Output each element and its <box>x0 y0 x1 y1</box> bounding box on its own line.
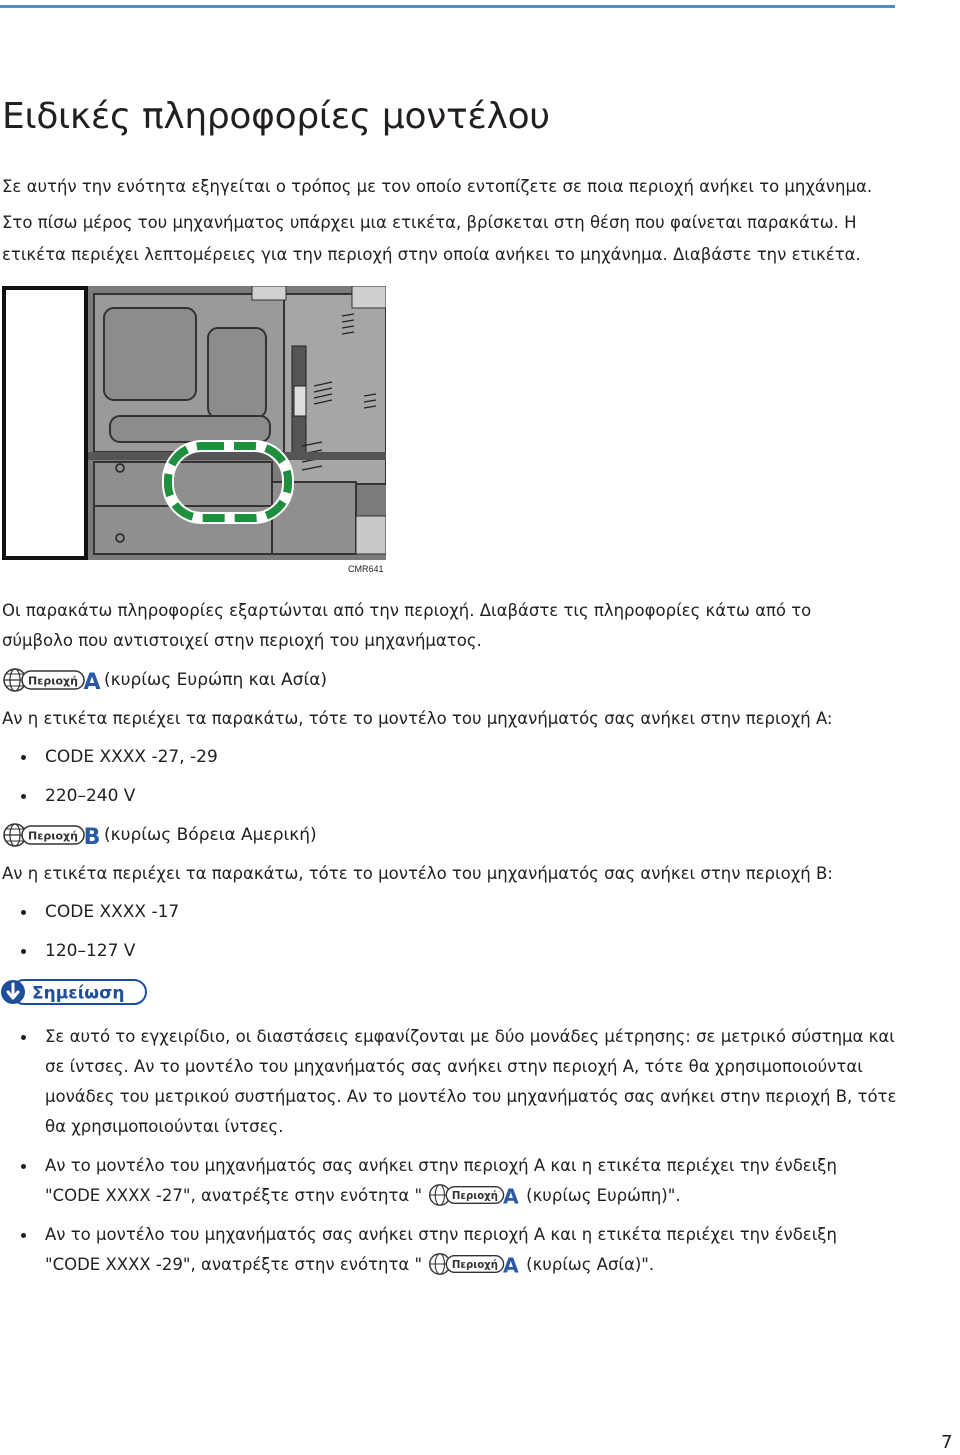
note-item-2-suffix: (κυρίως Ευρώπη)". <box>526 1186 681 1205</box>
note-item-2-line-1: Αν το μοντέλο του μηχανήματός σας ανήκει στην περιοχή A και η ετικέτα περιέχει την ένδειξη <box>45 1156 837 1175</box>
region-word: Περιοχή <box>28 674 78 688</box>
note-item-2-prefix: "CODE XXXX -27", ανατρέξτε στην ενότητα " <box>45 1186 423 1205</box>
region-a-heading <box>2 666 327 694</box>
region-info-line-1: Οι παρακάτω πληροφορίες εξαρτώνται από την περιοχή. Διαβάστε τις πληροφορίες κάτω από το <box>2 601 812 620</box>
page-title: Ειδικές πληροφορίες μοντέλου <box>2 96 550 137</box>
intro-paragraph: Σε αυτήν την ενότητα εξηγείται ο τρόπος με τον οποίο εντοπίζετε σε ποια περιοχή ανήκει το μηχάνημα. <box>2 177 873 196</box>
list-item <box>20 1151 900 1211</box>
region-b-caption: (κυρίως Βόρεια Αμερική) <box>104 825 317 845</box>
region-a-list <box>20 742 218 820</box>
region-b-description: Αν η ετικέτα περιέχει τα παρακάτω, τότε το μοντέλο του μηχανήματός σας ανήκει στην περιοχή B: <box>2 864 833 883</box>
intro-paragraph-2-line-1: Στο πίσω μέρος του μηχανήματος υπάρχει μια ετικέτα, βρίσκεται στη θέση που φαίνεται παρακάτω. Η <box>2 213 857 232</box>
region-a-inline-badge <box>424 1183 524 1207</box>
machine-rear-illustration <box>2 286 386 560</box>
figure-code: CMR641 <box>348 564 384 574</box>
note-item-3-suffix: (κυρίως Ασία)". <box>526 1255 655 1274</box>
region-b-heading <box>2 821 317 849</box>
note-label: Σημείωση <box>32 983 125 1004</box>
list-item: CODE XXXX -17 <box>20 897 179 927</box>
region-info-line-2: σύμβολο που αντιστοιχεί στην περιοχή του μηχανήματος. <box>2 631 482 650</box>
region-letter: A <box>503 1183 519 1207</box>
region-b-badge <box>2 822 102 848</box>
region-a-inline-badge <box>424 1252 524 1276</box>
region-letter: B <box>83 825 101 848</box>
list-item: 120–127 V <box>20 936 179 966</box>
intro-paragraph-2-line-2: ετικέτα περιέχει λεπτομέρειες για την περιοχή στην οποία ανήκει το μηχάνημα. Διαβάστε την ετικέτα. <box>2 245 861 264</box>
machine-rear-drawing <box>2 286 386 560</box>
note-item-3-line-1: Αν το μοντέλο του μηχανήματός σας ανήκει στην περιοχή A και η ετικέτα περιέχει την ένδειξη <box>45 1225 837 1244</box>
list-item: CODE XXXX -27, -29 <box>20 742 218 772</box>
region-word: Περιοχή <box>452 1190 499 1202</box>
region-b-list <box>20 897 179 975</box>
note-arrow-icon <box>1 980 25 1004</box>
region-a-badge <box>2 667 102 693</box>
note-item-3-prefix: "CODE XXXX -29", ανατρέξτε στην ενότητα " <box>45 1255 423 1274</box>
list-item: Σε αυτό το εγχειρίδιο, οι διαστάσεις εμφανίζονται με δύο μονάδες μέτρησης: σε μετρικό σύστημα και σε ίντσες. Αν το μοντέλο του μηχανήματός σας ανήκει στην περιοχή A, τότε θα χρησιμοποιούνται μονάδες του μετρικού συστήματος. Αν το μοντέλο του μηχανήματός σας ανήκει στην περιοχή B, τότε θα χρησιμοποιούνται ίντσες. <box>20 1022 900 1142</box>
list-item: 220–240 V <box>20 781 218 811</box>
note-list <box>20 1022 900 1289</box>
header-rule <box>0 5 895 8</box>
page-number: 7 <box>941 1432 953 1453</box>
region-word: Περιοχή <box>452 1259 499 1271</box>
region-word: Περιοχή <box>28 829 78 843</box>
note-heading <box>0 978 150 1006</box>
list-item <box>20 1220 900 1280</box>
region-letter: A <box>503 1252 519 1276</box>
region-letter: A <box>83 670 101 693</box>
region-a-description: Αν η ετικέτα περιέχει τα παρακάτω, τότε το μοντέλο του μηχανήματός σας ανήκει στην περιοχή A: <box>2 709 833 728</box>
region-a-caption: (κυρίως Ευρώπη και Ασία) <box>104 670 328 690</box>
